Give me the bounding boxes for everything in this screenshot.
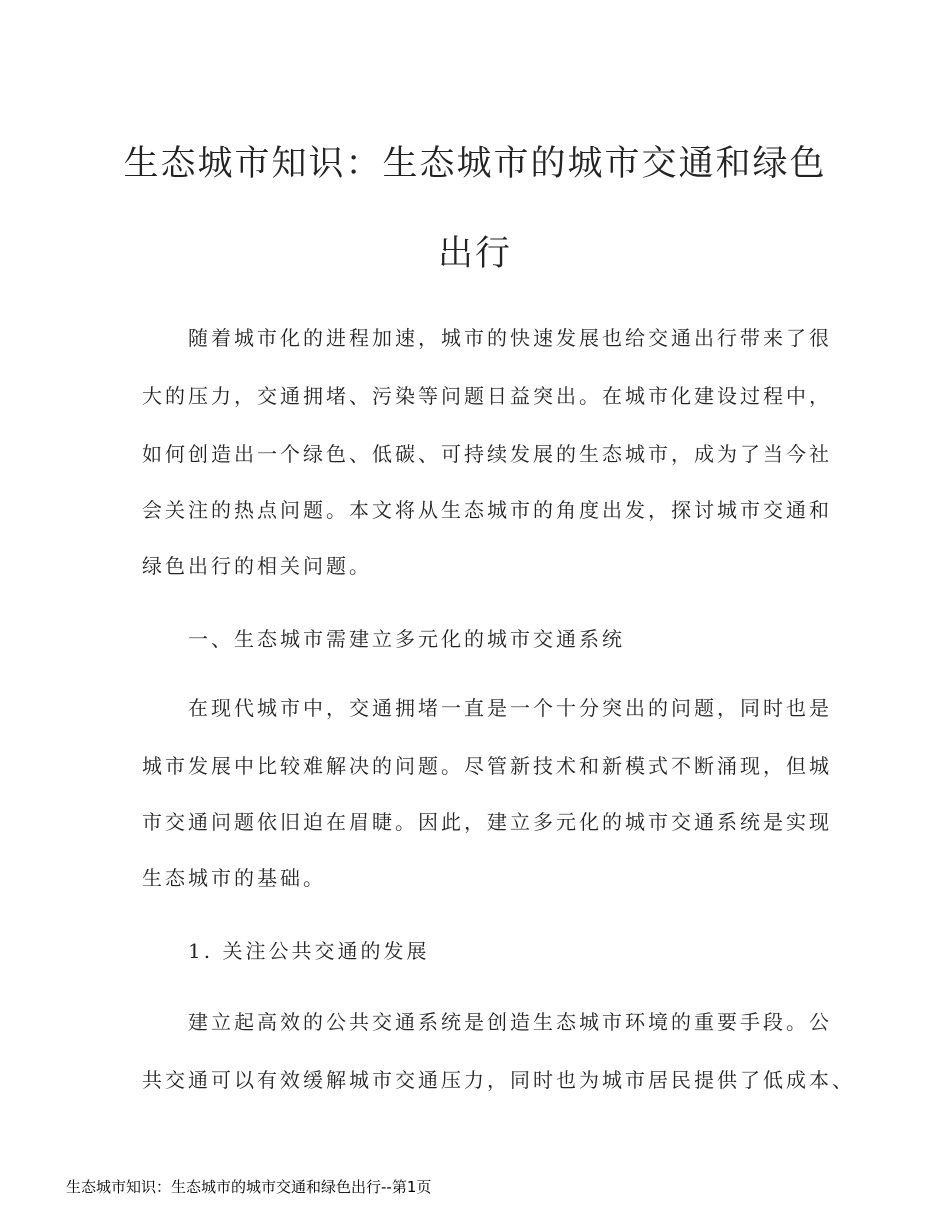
section-heading: 一、生态城市需建立多元化的城市交通系统 — [142, 627, 625, 651]
body-line: 建立起高效的公共交通系统是创造生态城市环境的重要手段。公 — [142, 1010, 832, 1034]
body-line: 生态城市的基础。 — [142, 866, 326, 890]
body-line: 城市发展中比较难解决的问题。尽管新技术和新模式不断涌现，但城 — [142, 754, 832, 778]
page-title-line-1: 生态城市知识：生态城市的城市交通和绿色 — [123, 144, 827, 184]
page-title-line-2: 出行 — [437, 234, 512, 274]
body-line: 大的压力，交通拥堵、污染等问题日益突出。在城市化建设过程中， — [142, 384, 832, 408]
subsection-heading: 1. 关注公共交通的发展 — [142, 939, 430, 963]
body-line: 共交通可以有效缓解城市交通压力，同时也为城市居民提供了低成本、 — [142, 1068, 855, 1092]
body-line: 会关注的热点问题。本文将从生态城市的角度出发，探讨城市交通和 — [142, 498, 832, 522]
body-line: 绿色出行的相关问题。 — [142, 554, 372, 578]
body-line: 市交通问题依旧迫在眉睫。因此，建立多元化的城市交通系统是实现 — [142, 810, 832, 834]
body-line: 随着城市化的进程加速，城市的快速发展也给交通出行带来了很 — [142, 326, 832, 350]
page-footer: 生态城市知识：生态城市的城市交通和绿色出行--第1页 — [66, 1178, 432, 1196]
body-line: 在现代城市中，交通拥堵一直是一个十分突出的问题，同时也是 — [142, 696, 832, 720]
body-line: 如何创造出一个绿色、低碳、可持续发展的生态城市，成为了当今社 — [142, 442, 832, 466]
